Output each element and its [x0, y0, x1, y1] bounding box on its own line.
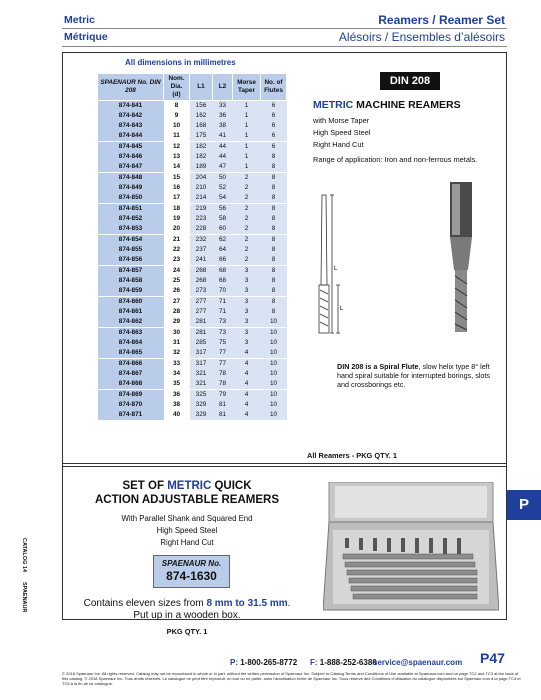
cell-l1: 210: [190, 183, 213, 193]
table-row: [98, 235, 287, 246]
cell-flutes: 8: [261, 224, 287, 235]
cell-morse-taper: 2: [233, 255, 261, 266]
cell-part-number: 874-864: [98, 338, 164, 348]
cell-nom-dia: 31: [164, 338, 190, 348]
cell-l1: 175: [190, 131, 213, 142]
spa-label: SPAENAUR No.: [161, 559, 222, 568]
title-rest: MACHINE REAMERS: [353, 99, 461, 111]
cell-flutes: 8: [261, 276, 287, 286]
cell-part-number: 874-843: [98, 121, 164, 131]
cell-flutes: 8: [261, 152, 287, 162]
cell-l2: 41: [213, 131, 233, 142]
table-row: [98, 142, 287, 153]
reamers-pkg-qty: All Reamers - PKG QTY. 1: [307, 451, 397, 460]
cell-morse-taper: 3: [233, 307, 261, 317]
cell-morse-taper: 2: [233, 204, 261, 215]
cell-nom-dia: 30: [164, 328, 190, 339]
cell-nom-dia: 17: [164, 193, 190, 204]
cell-l1: 232: [190, 235, 213, 246]
cell-flutes: 8: [261, 204, 287, 215]
cell-part-number: 874-858: [98, 276, 164, 286]
cell-morse-taper: 4: [233, 369, 261, 379]
catalog-label: CATALOG 14: [21, 538, 27, 573]
cell-flutes: 8: [261, 297, 287, 308]
cell-l2: 54: [213, 193, 233, 204]
cell-part-number: 874-857: [98, 266, 164, 277]
cell-morse-taper: 2: [233, 173, 261, 184]
set-pkg-qty: PKG QTY. 1: [166, 627, 208, 636]
cell-l2: 78: [213, 379, 233, 390]
cell-flutes: 10: [261, 338, 287, 348]
cell-l2: 58: [213, 214, 233, 224]
table-row: [98, 245, 287, 255]
col-flutes: No. of Flutes: [261, 74, 287, 101]
cell-flutes: 10: [261, 348, 287, 359]
cell-l2: 71: [213, 297, 233, 308]
cell-morse-taper: 2: [233, 235, 261, 246]
cell-l2: 68: [213, 266, 233, 277]
title-accent: METRIC: [313, 99, 354, 111]
cell-nom-dia: 32: [164, 348, 190, 359]
reamer-spec-table: [97, 73, 287, 420]
table-row: [98, 317, 287, 328]
cell-nom-dia: 38: [164, 400, 190, 410]
cell-part-number: 874-871: [98, 410, 164, 420]
set-contains: [72, 598, 302, 610]
cell-morse-taper: 1: [233, 162, 261, 173]
cell-morse-taper: 3: [233, 338, 261, 348]
cell-morse-taper: 3: [233, 317, 261, 328]
table-row: [98, 359, 287, 370]
cell-morse-taper: 2: [233, 245, 261, 255]
cell-flutes: 8: [261, 173, 287, 184]
din-line-1: with Morse Taper: [313, 116, 370, 125]
cell-l2: 52: [213, 183, 233, 193]
cell-flutes: 6: [261, 142, 287, 153]
cell-part-number: 874-856: [98, 255, 164, 266]
cell-morse-taper: 4: [233, 390, 261, 401]
cell-l2: 66: [213, 255, 233, 266]
fax-number: 1-888-252-6380: [317, 658, 377, 667]
cell-l1: 223: [190, 214, 213, 224]
cell-l2: 71: [213, 307, 233, 317]
cell-part-number: 874-854: [98, 235, 164, 246]
cell-flutes: 10: [261, 328, 287, 339]
cell-l2: 73: [213, 328, 233, 339]
table-row: [98, 111, 287, 121]
table-row: [98, 193, 287, 204]
cell-l1: 273: [190, 286, 213, 297]
table-row: [98, 400, 287, 410]
header-section-title: Reamers / Reamer Set: [378, 13, 505, 27]
cell-l2: 50: [213, 173, 233, 184]
cell-l2: 44: [213, 152, 233, 162]
cell-flutes: 8: [261, 286, 287, 297]
reamer-set-case-image: [323, 482, 499, 614]
cell-flutes: 10: [261, 379, 287, 390]
cell-morse-taper: 4: [233, 400, 261, 410]
cell-nom-dia: 18: [164, 204, 190, 215]
cell-l2: 47: [213, 162, 233, 173]
table-row: [98, 152, 287, 162]
cell-l1: 268: [190, 266, 213, 277]
table-row: [98, 266, 287, 277]
cell-nom-dia: 27: [164, 297, 190, 308]
contains-b: .: [287, 598, 291, 609]
cell-part-number: 874-866: [98, 359, 164, 370]
cell-l1: 281: [190, 317, 213, 328]
cell-l1: 329: [190, 410, 213, 420]
cell-l1: 321: [190, 369, 213, 379]
cell-l2: 56: [213, 204, 233, 215]
cell-part-number: 874-865: [98, 348, 164, 359]
cell-morse-taper: 4: [233, 379, 261, 390]
table-row: [98, 131, 287, 142]
table-row: [98, 121, 287, 131]
col-part-number: SPAENAUR No. DIN 208: [98, 74, 164, 101]
cell-nom-dia: 13: [164, 152, 190, 162]
cell-l2: 77: [213, 359, 233, 370]
cell-part-number: 874-859: [98, 286, 164, 297]
cell-l2: 38: [213, 121, 233, 131]
cell-flutes: 8: [261, 162, 287, 173]
copyright-text: © 2018 Spaenaur Inc. All rights reserved. Catalog may not be reproduced in whole or in part, without the written permission of Spaenaur Inc. Subject to Catalog Terms and Conditions of Use available at Spaenaur.com and on page TC2 and TC3 at the back of this catalog. © 2018 Spaenaur Inc. Tous droits réservés. Le catalogue ne peut être reproduit, en tout ou en partie, sans l’autorisation écrite de Spaenaur Inc. Sous réserve des Conditions d’utilisation du catalogue disponibles sur Spaenaur.com à la page TC4 et TC5 à la fin de ce catalogue.: [62, 671, 521, 686]
cell-nom-dia: 40: [164, 410, 190, 420]
cell-part-number: 874-861: [98, 307, 164, 317]
cell-nom-dia: 34: [164, 369, 190, 379]
cell-l2: 33: [213, 101, 233, 112]
cell-nom-dia: 15: [164, 173, 190, 184]
cell-l1: 189: [190, 162, 213, 173]
cell-morse-taper: 4: [233, 348, 261, 359]
cell-l2: 75: [213, 338, 233, 348]
footer-fax: [310, 658, 377, 667]
cell-flutes: 10: [261, 400, 287, 410]
section-divider: [62, 463, 507, 464]
set-title-b: QUICK: [211, 480, 252, 492]
cell-nom-dia: 19: [164, 214, 190, 224]
cell-flutes: 6: [261, 111, 287, 121]
cell-morse-taper: 3: [233, 286, 261, 297]
table-body: [98, 101, 287, 421]
header-metrique: Métrique: [64, 31, 108, 43]
cell-flutes: 10: [261, 410, 287, 420]
cell-part-number: 874-848: [98, 173, 164, 184]
cell-l2: 62: [213, 235, 233, 246]
spiral-rest: , slow helix type 8° left hand spiral suitable for interrupted borings, slots and crossborings etc.: [337, 362, 491, 390]
cell-l2: 64: [213, 245, 233, 255]
cell-l1: 321: [190, 379, 213, 390]
cell-morse-taper: 3: [233, 266, 261, 277]
spiral-flute-note: [337, 362, 497, 390]
page-number: P47: [480, 650, 505, 666]
cell-morse-taper: 4: [233, 410, 261, 420]
cell-l1: 241: [190, 255, 213, 266]
table-row: [98, 204, 287, 215]
cell-nom-dia: 9: [164, 111, 190, 121]
cell-l1: 277: [190, 297, 213, 308]
cell-part-number: 874-845: [98, 142, 164, 153]
table-row: [98, 297, 287, 308]
machine-reamers-title: [313, 99, 461, 111]
col-nom-dia: Nom. Dia. (d): [164, 74, 190, 101]
din-range: Range of application: Iron and non-ferrous metals.: [313, 155, 478, 164]
cell-nom-dia: 10: [164, 121, 190, 131]
cell-l2: 36: [213, 111, 233, 121]
header-rule-top: [62, 28, 507, 29]
cell-flutes: 8: [261, 183, 287, 193]
cell-morse-taper: 1: [233, 101, 261, 112]
set-title-accent: METRIC: [167, 480, 212, 492]
cell-flutes: 8: [261, 255, 287, 266]
cell-part-number: 874-851: [98, 204, 164, 215]
cell-l1: 228: [190, 224, 213, 235]
cell-flutes: 8: [261, 235, 287, 246]
cell-flutes: 6: [261, 101, 287, 112]
phone-key: P:: [230, 658, 238, 667]
cell-nom-dia: 23: [164, 255, 190, 266]
svg-text:L: L: [334, 266, 338, 272]
table-header-row: [98, 74, 287, 101]
cell-morse-taper: 2: [233, 224, 261, 235]
cell-nom-dia: 24: [164, 266, 190, 277]
cell-l1: 214: [190, 193, 213, 204]
cell-part-number: 874-850: [98, 193, 164, 204]
table-row: [98, 162, 287, 173]
cell-nom-dia: 12: [164, 142, 190, 153]
table-row: [98, 183, 287, 193]
cell-l2: 73: [213, 317, 233, 328]
cell-flutes: 8: [261, 214, 287, 224]
cell-part-number: 874-846: [98, 152, 164, 162]
cell-l2: 81: [213, 410, 233, 420]
cell-nom-dia: 29: [164, 317, 190, 328]
set-line-3: Right Hand Cut: [160, 538, 214, 547]
fax-key: F:: [310, 658, 318, 667]
cell-l2: 79: [213, 390, 233, 401]
table-row: [98, 276, 287, 286]
cell-flutes: 8: [261, 245, 287, 255]
cell-part-number: 874-847: [98, 162, 164, 173]
cell-part-number: 874-849: [98, 183, 164, 193]
cell-part-number: 874-863: [98, 328, 164, 339]
table-row: [98, 307, 287, 317]
set-title-a: SET OF: [122, 480, 168, 492]
cell-part-number: 874-860: [98, 297, 164, 308]
cell-l1: 204: [190, 173, 213, 184]
table-row: [98, 348, 287, 359]
cell-l1: 182: [190, 152, 213, 162]
cell-part-number: 874-862: [98, 317, 164, 328]
header-rule-bottom: [62, 46, 507, 47]
cell-l1: 219: [190, 204, 213, 215]
cell-morse-taper: 1: [233, 111, 261, 121]
cell-nom-dia: 11: [164, 131, 190, 142]
table-row: [98, 286, 287, 297]
cell-nom-dia: 21: [164, 235, 190, 246]
cell-part-number: 874-852: [98, 214, 164, 224]
cell-flutes: 8: [261, 193, 287, 204]
cell-part-number: 874-867: [98, 369, 164, 379]
cell-l2: 60: [213, 224, 233, 235]
cell-morse-taper: 1: [233, 142, 261, 153]
cell-l1: 182: [190, 142, 213, 153]
cell-l1: 268: [190, 276, 213, 286]
cell-l1: 162: [190, 111, 213, 121]
din-badge: DIN 208: [380, 72, 440, 90]
col-l2: L2: [213, 74, 233, 101]
cell-l1: 277: [190, 307, 213, 317]
cell-l1: 325: [190, 390, 213, 401]
cell-flutes: 10: [261, 359, 287, 370]
cell-nom-dia: 8: [164, 101, 190, 112]
cell-l1: 317: [190, 348, 213, 359]
cell-flutes: 10: [261, 317, 287, 328]
cell-flutes: 10: [261, 369, 287, 379]
cell-morse-taper: 1: [233, 131, 261, 142]
cell-nom-dia: 14: [164, 162, 190, 173]
table-row: [98, 173, 287, 184]
svg-text:L: L: [340, 306, 344, 312]
spa-number: 874-1630: [166, 569, 217, 583]
cell-l1: 168: [190, 121, 213, 131]
spiral-bold: DIN 208 is a Spiral Flute: [337, 362, 419, 371]
cell-nom-dia: 22: [164, 245, 190, 255]
cell-l1: 281: [190, 328, 213, 339]
cell-l2: 44: [213, 142, 233, 153]
table-row: [98, 224, 287, 235]
cell-nom-dia: 16: [164, 183, 190, 193]
cell-flutes: 6: [261, 131, 287, 142]
cell-part-number: 874-855: [98, 245, 164, 255]
cell-part-number: 874-870: [98, 400, 164, 410]
cell-flutes: 10: [261, 390, 287, 401]
footer-email: service@spaenaur.com: [373, 658, 463, 667]
reamer-drawing-image: [310, 180, 500, 350]
cell-part-number: 874-841: [98, 101, 164, 112]
cell-l1: 317: [190, 359, 213, 370]
set-title-line-2: ACTION ADJUSTABLE REAMERS: [94, 494, 279, 506]
cell-l1: 156: [190, 101, 213, 112]
cell-part-number: 874-853: [98, 224, 164, 235]
cell-part-number: 874-842: [98, 111, 164, 121]
col-l1: L1: [190, 74, 213, 101]
cell-flutes: 8: [261, 307, 287, 317]
set-part-number-box: [153, 555, 230, 588]
cell-l2: 77: [213, 348, 233, 359]
cell-morse-taper: 3: [233, 297, 261, 308]
cell-l1: 285: [190, 338, 213, 348]
cell-morse-taper: 3: [233, 276, 261, 286]
phone-number: 1-800-265-8772: [238, 658, 298, 667]
footer-phone: [230, 658, 297, 667]
table-row: [98, 338, 287, 348]
cell-nom-dia: 25: [164, 276, 190, 286]
table-row: [98, 101, 287, 112]
set-title-line-1: [72, 480, 302, 492]
contains-accent: 8 mm to 31.5 mm: [206, 598, 288, 609]
cell-morse-taper: 3: [233, 328, 261, 339]
cell-part-number: 874-869: [98, 390, 164, 401]
cell-part-number: 874-844: [98, 131, 164, 142]
table-row: [98, 369, 287, 379]
section-divider-2: [62, 466, 507, 467]
contains-a: Contains eleven sizes from: [83, 598, 207, 609]
cell-part-number: 874-868: [98, 379, 164, 390]
header-metric: Metric: [64, 14, 95, 26]
cell-l2: 81: [213, 400, 233, 410]
cell-morse-taper: 2: [233, 214, 261, 224]
cell-morse-taper: 1: [233, 152, 261, 162]
table-row: [98, 379, 287, 390]
table-row: [98, 255, 287, 266]
cell-l1: 237: [190, 245, 213, 255]
set-line-2: High Speed Steel: [156, 526, 218, 535]
cell-nom-dia: 33: [164, 359, 190, 370]
table-row: [98, 390, 287, 401]
cell-l2: 68: [213, 276, 233, 286]
table-row: [98, 328, 287, 339]
cell-morse-taper: 4: [233, 359, 261, 370]
dimensions-caption: All dimensions in millimetres: [125, 58, 236, 67]
cell-l1: 329: [190, 400, 213, 410]
din-line-3: Right Hand Cut: [313, 140, 364, 149]
table-row: [98, 214, 287, 224]
cell-l2: 70: [213, 286, 233, 297]
set-line-1: With Parallel Shank and Squared End: [121, 514, 253, 523]
cell-l2: 78: [213, 369, 233, 379]
cell-nom-dia: 26: [164, 286, 190, 297]
cell-morse-taper: 1: [233, 121, 261, 131]
cell-flutes: 8: [261, 266, 287, 277]
cell-nom-dia: 28: [164, 307, 190, 317]
cell-nom-dia: 36: [164, 390, 190, 401]
din-line-2: High Speed Steel: [313, 128, 371, 137]
cell-nom-dia: 35: [164, 379, 190, 390]
col-morse-taper: Morse Taper: [233, 74, 261, 101]
set-contains-line-2: Put up in a wooden box.: [133, 610, 241, 621]
cell-morse-taper: 2: [233, 183, 261, 193]
section-tab-p: P: [507, 490, 541, 520]
cell-nom-dia: 20: [164, 224, 190, 235]
cell-flutes: 6: [261, 121, 287, 131]
brand-logo-text: SPAENAUR: [21, 582, 27, 613]
cell-morse-taper: 2: [233, 193, 261, 204]
header-section-title-fr: Alésoirs / Ensembles d’alésoirs: [338, 30, 505, 44]
table-row: [98, 410, 287, 420]
